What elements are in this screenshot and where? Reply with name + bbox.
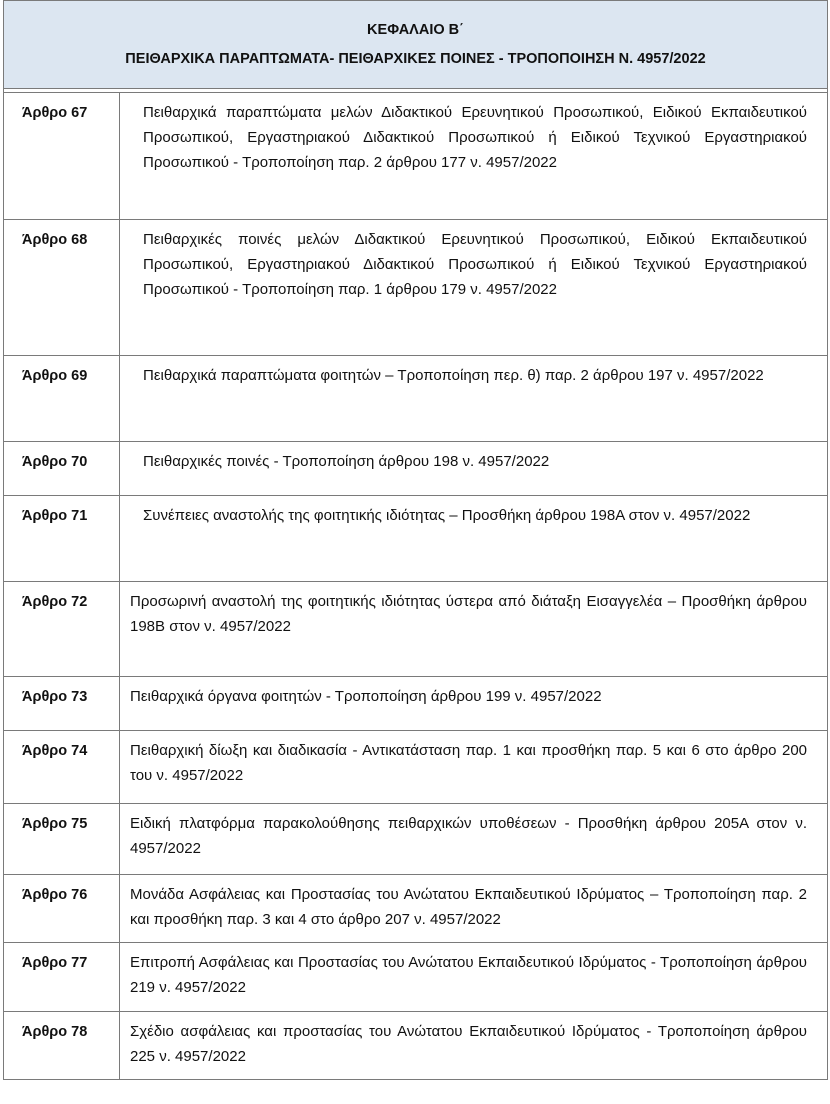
chapter-contents-table [3,0,828,1080]
article-description: Πειθαρχικά παραπτώματα μελών Διδακτικού Ερευνητικού Προσωπικού, Ειδικού Εκπαιδευτικού Προσωπικού, Εργαστηριακού Διδακτικού Προσωπικού ή Ειδικού Τεχνικού Εργαστηριακού Προσωπικού - Τροποποίηση παρ. 2 άρθρου 177 ν. 4957/2022 [120,93,828,220]
table-row [4,804,828,875]
table-row [4,582,828,677]
article-description: Πειθαρχικά όργανα φοιτητών - Τροποποίηση άρθρου 199 ν. 4957/2022 [120,677,828,731]
article-description: Πειθαρχική δίωξη και διαδικασία - Αντικατάσταση παρ. 1 και προσθήκη παρ. 5 και 6 στο άρθρο 200 του ν. 4957/2022 [120,731,828,804]
article-description: Επιτροπή Ασφάλειας και Προστασίας του Ανώτατου Εκπαιδευτικού Ιδρύματος - Τροποποίηση άρθρου 219 ν. 4957/2022 [120,943,828,1012]
article-number: Άρθρο 76 [4,875,120,943]
chapter-subtitle: ΠΕΙΘΑΡΧΙΚΑ ΠΑΡΑΠΤΩΜΑΤΑ- ΠΕΙΘΑΡΧΙΚΕΣ ΠΟΙΝΕΣ - ΤΡΟΠΟΠΟΙΗΣΗ Ν. 4957/2022 [125,51,706,67]
article-number: Άρθρο 72 [4,582,120,677]
article-number: Άρθρο 78 [4,1012,120,1080]
article-description: Σχέδιο ασφάλειας και προστασίας του Ανώτατου Εκπαιδευτικού Ιδρύματος - Τροποποίηση άρθρου 225 ν. 4957/2022 [120,1012,828,1080]
document-page [3,0,827,1080]
article-description: Μονάδα Ασφάλειας και Προστασίας του Ανώτατου Εκπαιδευτικού Ιδρύματος – Τροποποίηση παρ. 2 και προσθήκη παρ. 3 και 4 στο άρθρο 207 ν. 4957/2022 [120,875,828,943]
article-description: Ειδική πλατφόρμα παρακολούθησης πειθαρχικών υποθέσεων - Προσθήκη άρθρου 205Α στον ν. 4957/2022 [120,804,828,875]
article-number: Άρθρο 74 [4,731,120,804]
table-row [4,677,828,731]
article-number: Άρθρο 67 [4,93,120,220]
article-description: Πειθαρχικά παραπτώματα φοιτητών – Τροποποίηση περ. θ) παρ. 2 άρθρου 197 ν. 4957/2022 [120,356,828,442]
table-row [4,442,828,496]
chapter-header [4,1,828,89]
article-description: Προσωρινή αναστολή της φοιτητικής ιδιότητας ύστερα από διάταξη Εισαγγελέα – Προσθήκη άρθρου 198Β στον ν. 4957/2022 [120,582,828,677]
table-row [4,1012,828,1080]
table-row [4,356,828,442]
article-number: Άρθρο 69 [4,356,120,442]
article-number: Άρθρο 73 [4,677,120,731]
chapter-header-row [4,1,828,89]
article-number: Άρθρο 71 [4,496,120,582]
article-number: Άρθρο 77 [4,943,120,1012]
article-description: Συνέπειες αναστολής της φοιτητικής ιδιότητας – Προσθήκη άρθρου 198Α στον ν. 4957/2022 [120,496,828,582]
article-description: Πειθαρχικές ποινές μελών Διδακτικού Ερευνητικού Προσωπικού, Ειδικού Εκπαιδευτικού Προσωπικού, Εργαστηριακού Διδακτικού Προσωπικού ή Ειδικού Τεχνικού Εργαστηριακού Προσωπικού - Τροποποίηση παρ. 1 άρθρου 179 ν. 4957/2022 [120,220,828,356]
table-row [4,943,828,1012]
chapter-title: ΚΕΦΑΛΑΙΟ Β΄ [367,22,464,38]
table-row [4,875,828,943]
article-number: Άρθρο 68 [4,220,120,356]
table-row [4,731,828,804]
article-number: Άρθρο 75 [4,804,120,875]
table-row [4,220,828,356]
table-row [4,93,828,220]
article-description: Πειθαρχικές ποινές - Τροποποίηση άρθρου 198 ν. 4957/2022 [120,442,828,496]
table-row [4,496,828,582]
article-number: Άρθρο 70 [4,442,120,496]
